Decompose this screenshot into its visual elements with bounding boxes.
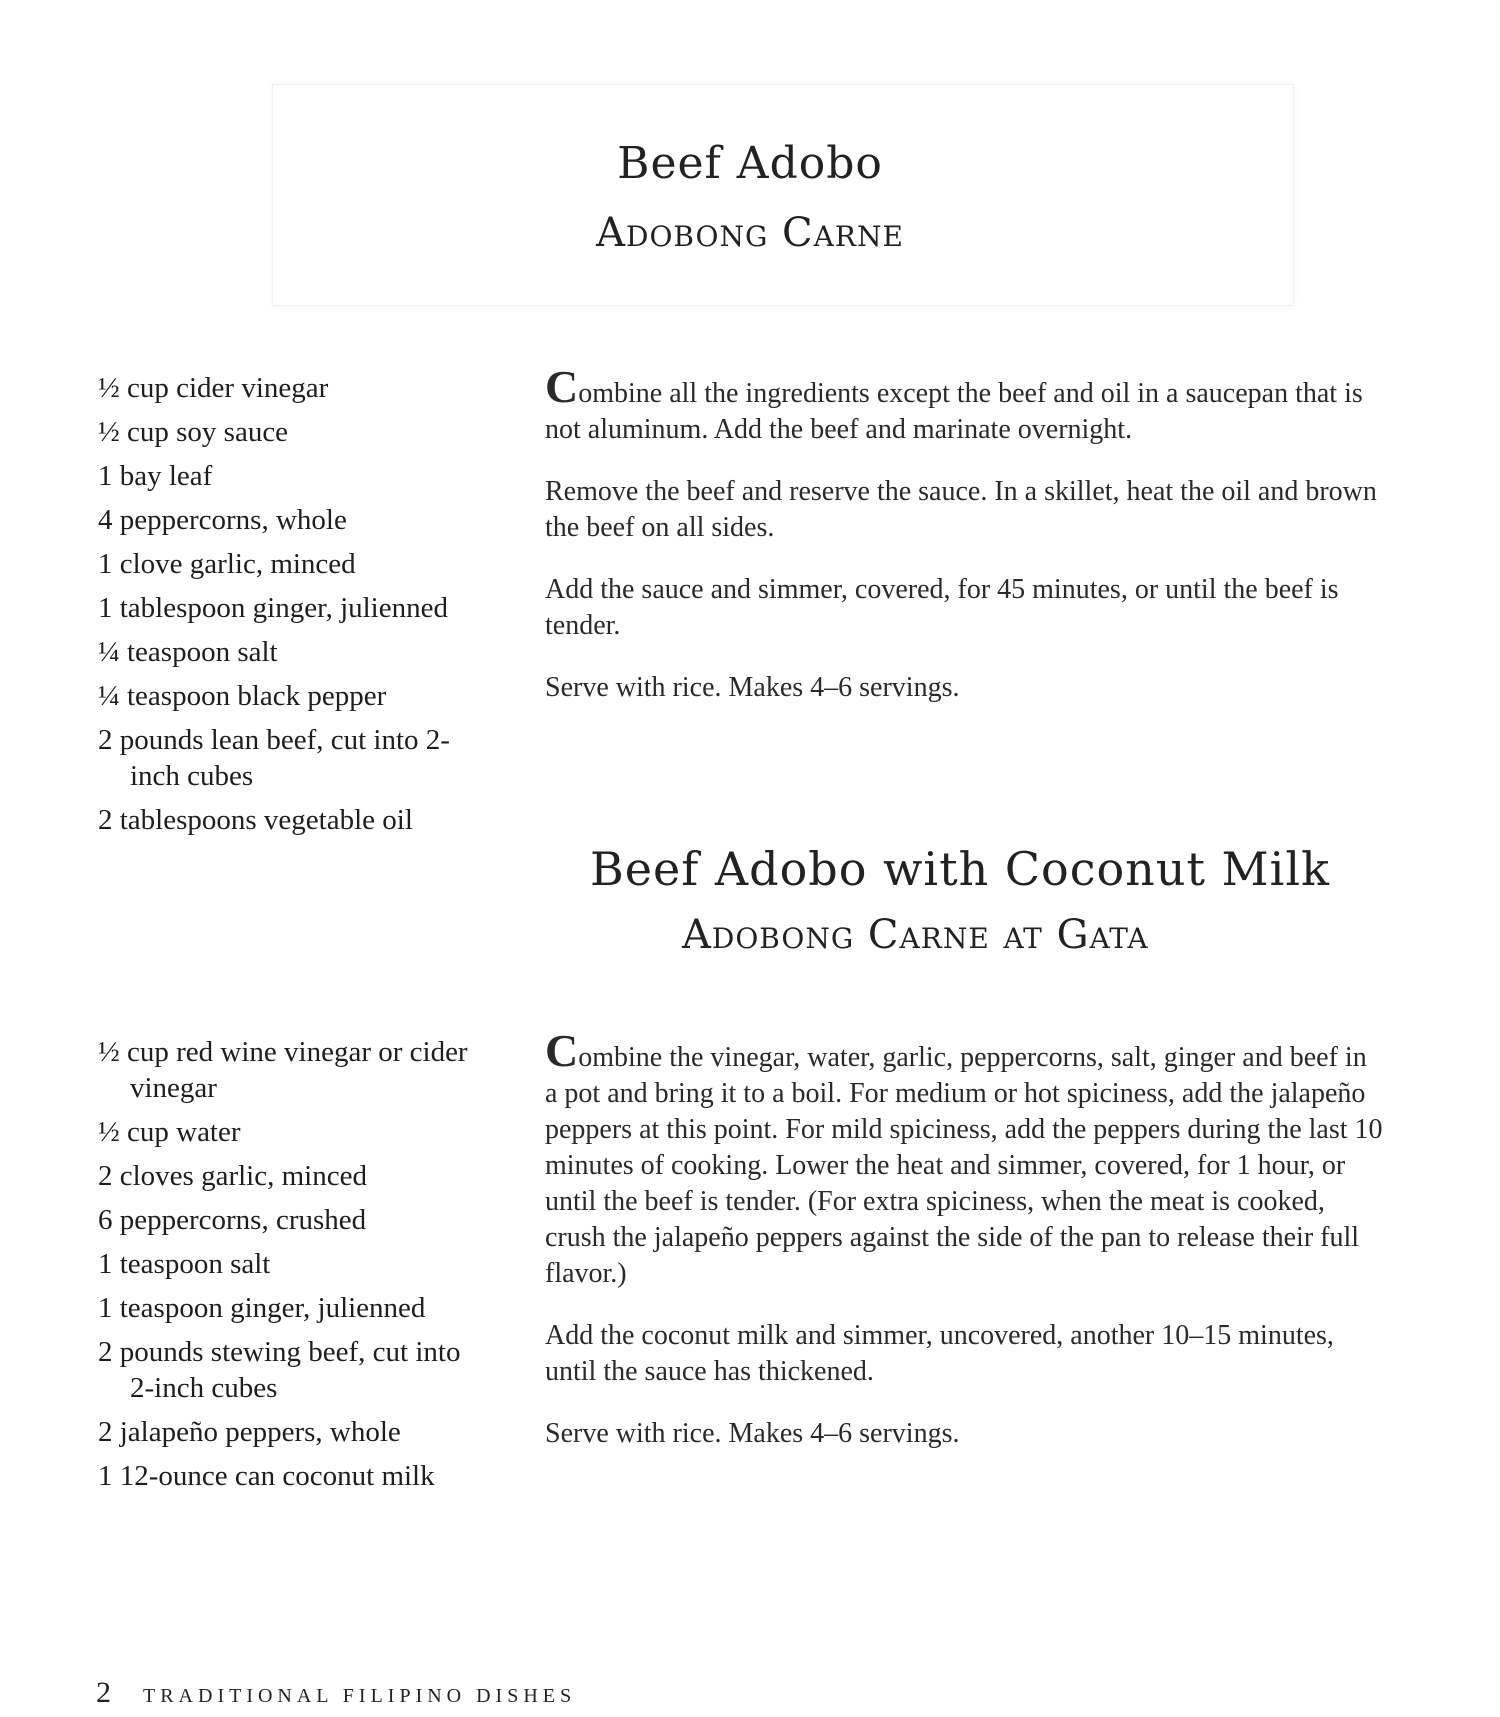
ingredient-item: 1 bay leaf [98, 460, 213, 492]
ingredient-item: ½ cup red wine vinegar or cider vinegar [98, 1036, 468, 1104]
recipe-1-ingredients [98, 370, 478, 846]
method-step-text: ombine all the ingredients except the beef and oil in a saucepan that is not aluminum. Add the beef and marinate overnight. [545, 378, 1363, 445]
recipe-1-subtitle: Adobong Carne [596, 210, 904, 256]
recipe-1-method [545, 361, 1385, 732]
page-footer [96, 1676, 576, 1710]
recipe-1-title: Beef Adobo [617, 138, 883, 189]
ingredient-item: ½ cup cider vinegar [98, 372, 329, 404]
ingredient-item: 2 pounds stewing beef, cut into 2-inch cubes [98, 1336, 461, 1404]
ingredient-item: 4 peppercorns, whole [98, 504, 347, 536]
running-head: TRADITIONAL FILIPINO DISHES [143, 1685, 577, 1707]
ingredient-item: 1 teaspoon ginger, julienned [98, 1292, 426, 1324]
method-step: Serve with rice. Makes 4–6 servings. [545, 672, 960, 703]
recipe-2-title: Beef Adobo with Coconut Milk [590, 842, 1330, 896]
ingredient-item: 1 teaspoon salt [98, 1248, 271, 1280]
page-number: 2 [96, 1676, 111, 1709]
ingredient-item: 2 pounds lean beef, cut into 2-inch cubes [98, 724, 450, 792]
drop-cap: C [545, 1025, 579, 1076]
drop-cap: C [545, 361, 579, 412]
method-step [545, 361, 1385, 448]
ingredient-item: ¼ teaspoon salt [98, 636, 278, 668]
recipe-2-method [545, 1025, 1385, 1478]
method-step: Add the coconut milk and simmer, uncovered, another 10–15 minutes, until the sauce has thickened. [545, 1320, 1334, 1387]
method-step: Add the sauce and simmer, covered, for 45 minutes, or until the beef is tender. [545, 574, 1339, 641]
ingredient-item: ¼ teaspoon black pepper [98, 680, 387, 712]
ingredient-item: 6 peppercorns, crushed [98, 1204, 367, 1236]
ingredient-item: 1 clove garlic, minced [98, 548, 356, 580]
title-frame [272, 84, 1294, 306]
method-step: Remove the beef and reserve the sauce. In a skillet, heat the oil and brown the beef on all sides. [545, 476, 1377, 543]
method-step-text: ombine the vinegar, water, garlic, peppercorns, salt, ginger and beef in a pot and bring it to a boil. For medium or hot spiciness, add the jalapeño peppers at this point. For mild spiciness, add the peppers during the last 10 minutes of cooking. Lower the heat and simmer, covered, for 1 hour, or until the beef is tender. (For extra spiciness, when the meat is cooked, crush the jalapeño peppers against the side of the pan to release their full flavor.) [545, 1042, 1383, 1289]
recipe-2-ingredients [98, 1034, 478, 1502]
ingredient-item: 1 tablespoon ginger, julienned [98, 592, 448, 624]
ingredient-item: ½ cup water [98, 1116, 241, 1148]
method-step [545, 1025, 1385, 1292]
ingredient-item: 1 12-ounce can coconut milk [98, 1460, 435, 1492]
recipe-2-subtitle: Adobong Carne at Gata [682, 912, 1149, 958]
ingredient-item: 2 cloves garlic, minced [98, 1160, 367, 1192]
method-step: Serve with rice. Makes 4–6 servings. [545, 1418, 960, 1449]
ingredient-item: 2 jalapeño peppers, whole [98, 1416, 401, 1448]
ingredient-item: 2 tablespoons vegetable oil [98, 804, 413, 836]
ingredient-item: ½ cup soy sauce [98, 416, 289, 448]
